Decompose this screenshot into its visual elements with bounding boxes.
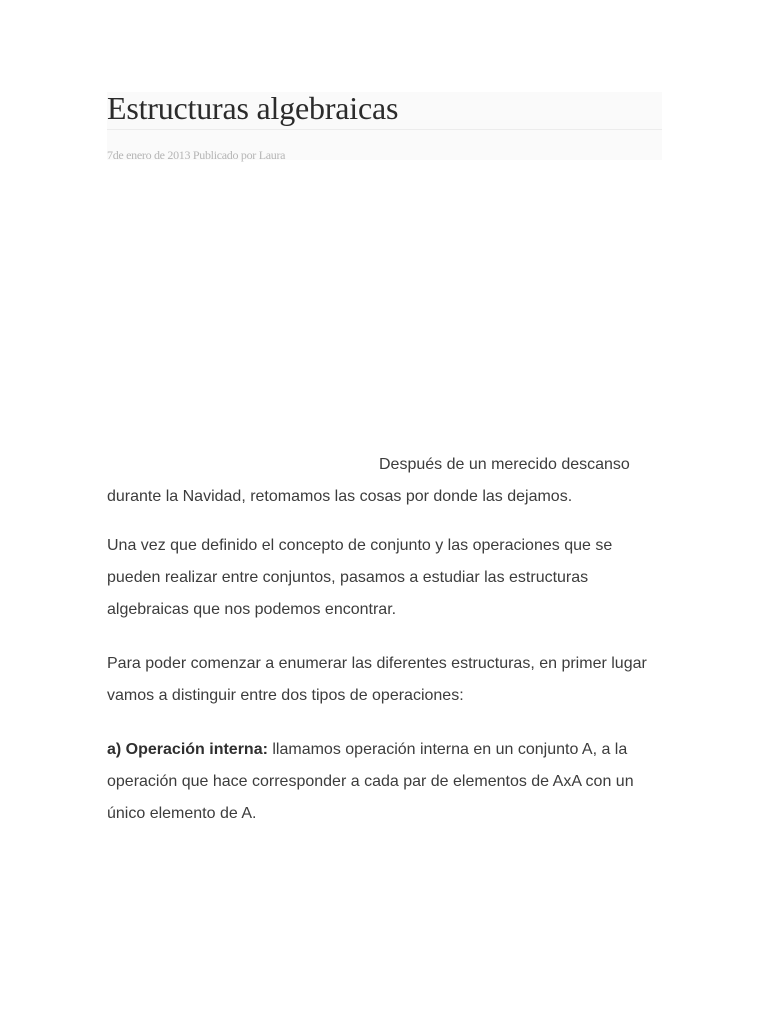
- article-title: Estructuras algebraicas: [107, 90, 399, 126]
- paragraph-internal-operation: [107, 734, 662, 830]
- paragraph-operations: Para poder comenzar a enumerar las diferentes estructuras, en primer lugar vamos a distinguir entre dos tipos de operaciones:: [107, 655, 647, 704]
- definition-text: llamamos operación interna en un conjunto A, a la operación que hace corresponder a cada par de elementos de AxA con un único elemento de A.: [107, 741, 634, 822]
- title-divider: [107, 129, 662, 130]
- article-body: [107, 449, 662, 830]
- paragraph-intro: Después de un merecido descanso durante la Navidad, retomamos las cosas por donde las dejamos.: [107, 456, 630, 505]
- definition-label: a) Operación interna:: [107, 741, 268, 758]
- paragraph-concept: Una vez que definido el concepto de conjunto y las operaciones que se pueden realizar entre conjuntos, pasamos a estudiar las estructuras algebraicas que nos podemos encontrar.: [107, 537, 613, 618]
- article-meta: 7de enero de 2013 Publicado por Laura: [107, 148, 286, 162]
